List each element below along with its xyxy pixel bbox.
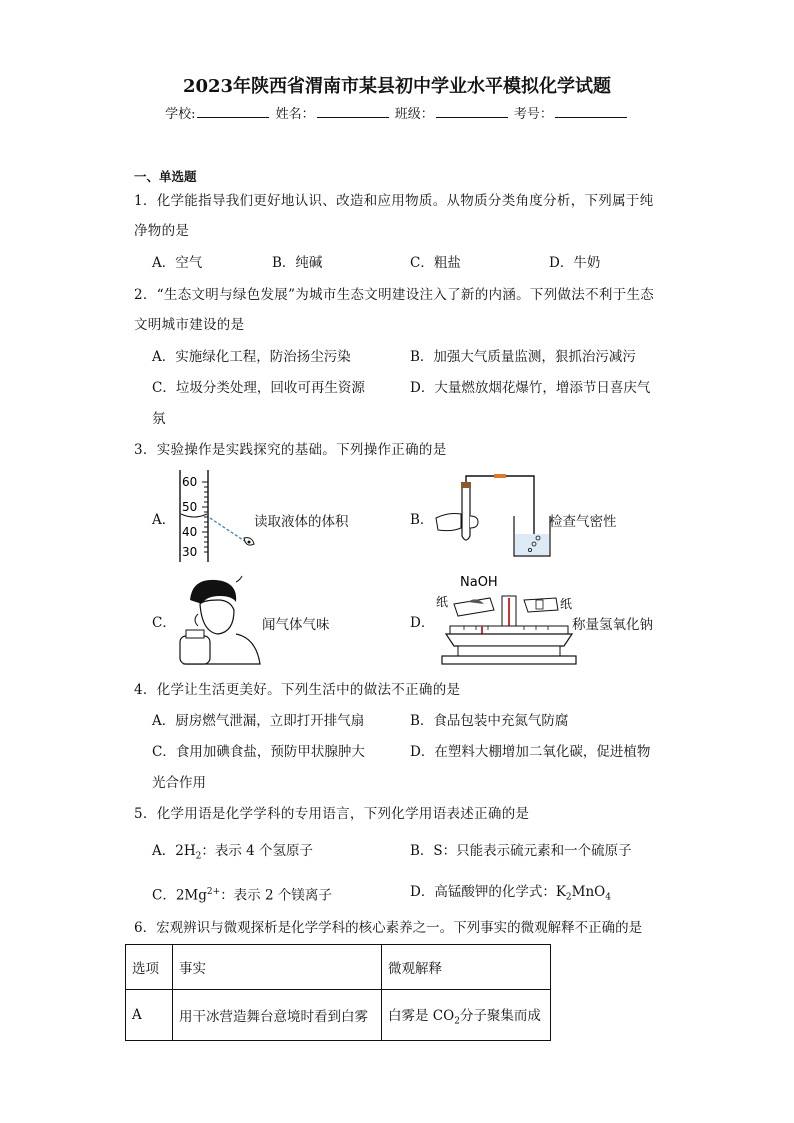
q5-option-c [152,877,332,911]
q5-c-superscript: 2+ [206,887,221,897]
header-fact: 事实 [173,945,382,990]
row-fact: 用干冰营造舞台意境时看到白雾 [173,990,382,1041]
q4-option-b: B．食品包装中充氮气防腐 [410,713,569,729]
q4-option-a: A．厨房燃气泄漏，立即打开排气扇 [152,713,365,729]
naoh-label: NaOH [460,575,498,590]
q6-stem: 6．宏观辨识与微观探析是化学学科的核心素养之一。下列事实的微观解释不正确的是 [134,920,643,936]
row-explanation-post: 分子聚集而成 [459,1007,541,1024]
q3-stem: 3．实验操作是实践探究的基础。下列操作正确的是 [134,442,447,458]
q5-c-prefix: C． [152,887,176,904]
q3-option-a: A． [152,512,176,528]
smelling-gas-figure [176,574,262,666]
q5-c-formula: 2Mg [175,887,207,904]
q3-d-caption: 称量氢氧化钠 [572,617,653,633]
q3-option-d: D． [410,615,435,631]
q1-option-d: D．牛奶 [549,255,601,271]
q5-d-formula-mno: MnO [571,884,606,900]
class-blank [436,105,508,118]
q4-option-d-cont: 光合作用 [152,775,206,791]
student-info-line [0,103,794,122]
q3-c-caption: 闻气体气味 [262,617,330,633]
q3-option-b: B． [410,512,434,528]
question-1 [134,186,664,246]
q1-option-b: B．纯碱 [272,255,323,271]
header-explanation: 微观解释 [382,945,551,990]
q2-option-a: A．实施绿化工程，防治扬尘污染 [152,349,351,365]
q5-d-subscript-1: 2 [565,892,572,903]
tick-label-60: 60 [182,475,198,489]
q5-option-a [152,836,313,872]
question-2 [134,280,664,340]
q5-option-b: B．S：只能表示硫元素和一个硫原子 [410,843,632,859]
q5-a-text: ：表示 4 个氢原子 [201,843,314,859]
q5-d-prefix: D．高锰酸钾的化学式： [410,884,556,900]
q5-a-prefix: A． [152,843,176,859]
q4-option-d: D．在塑料大棚增加二氧化碳，促进植物 [410,744,651,760]
q2-option-c: C．垃圾分类处理，回收可再生资源 [152,380,365,396]
q5-c-text: ：表示 2 个镁离子 [220,887,332,904]
q5-stem: 5．化学用语是化学学科的专用语言，下列化学用语表述正确的是 [134,806,530,822]
page-title: 2023年陕西省渭南市某县初中学业水平模拟化学试题 [182,76,612,97]
q5-d-subscript-2: 4 [605,892,611,903]
exam-number-blank [555,105,627,118]
q2-stem-line2: 文明城市建设的是 [134,317,245,333]
name-blank [317,105,389,118]
school-blank [197,105,269,118]
q2-option-d-cont: 氛 [152,411,166,427]
q2-option-b: B．加强大气质量监测，狠抓治污减污 [410,349,636,365]
paper-label-right: 纸 [560,597,573,611]
q2-option-d: D．大量燃放烟花爆竹，增添节日喜庆气 [410,380,651,396]
row-explanation [382,990,551,1041]
tick-label-40: 40 [182,525,198,539]
tick-label-30: 30 [182,545,198,559]
q1-stem-line2: 净物的是 [134,223,190,239]
name-label: 姓名： [275,107,315,122]
row-explanation-sub: 2 [454,1016,460,1027]
table-row [126,990,551,1041]
q6-table [125,944,551,1041]
balance-figure [432,572,578,668]
class-label: 班级： [394,107,434,122]
q5-option-d [410,877,611,913]
school-label: 学校: [165,107,196,122]
row-explanation-pre: 白雾是 CO [388,1007,455,1024]
paper-label-left: 纸 [436,595,449,609]
q5-a-formula: 2H [175,843,196,859]
q1-option-c: C．粗盐 [410,255,461,271]
q2-stem-line1: 2．“生态文明与绿色发展”为城市生态文明建设注入了新的内涵。下列做法不利于生态 [134,287,655,303]
section-heading: 一、单选题 [134,169,197,184]
q5-a-subscript: 2 [195,851,202,862]
exam-number-label: 考号： [513,107,553,122]
table-header-row [126,945,551,990]
tick-label-50: 50 [182,500,198,514]
row-option: A [126,990,173,1041]
graduated-cylinder-figure [174,468,264,564]
q3-a-caption: 读取液体的体积 [254,514,349,530]
q3-option-c: C． [152,615,176,631]
q5-d-formula-k: K [555,884,566,900]
q1-option-a: A．空气 [152,255,203,271]
airtightness-check-figure [434,472,554,560]
q4-option-c: C．食用加碘食盐，预防甲状腺肿大 [152,744,365,760]
q1-stem-line1: 1．化学能指导我们更好地认识、改造和应用物质。从物质分类角度分析，下列属于纯 [134,193,654,209]
q3-b-caption: 检查气密性 [549,514,617,530]
q4-stem: 4．化学让生活更美好。下列生活中的做法不正确的是 [134,682,461,698]
header-option: 选项 [126,945,173,990]
